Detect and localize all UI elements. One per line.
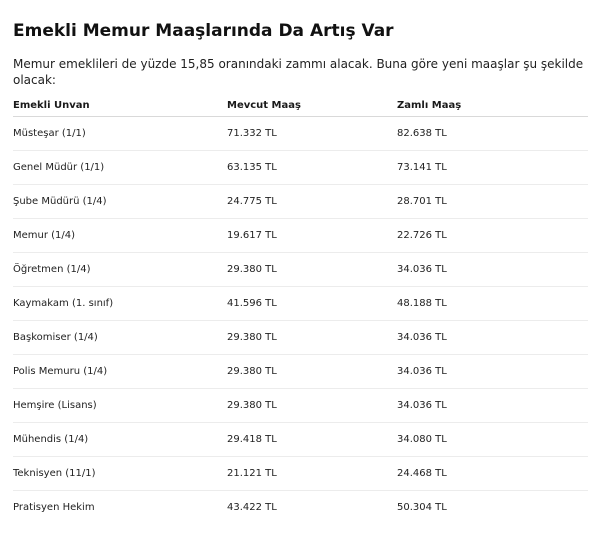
cell-raised-salary: 24.468 TL <box>397 457 588 491</box>
cell-title: Genel Müdür (1/1) <box>13 151 227 185</box>
page-title: Emekli Memur Maaşlarında Da Artış Var <box>13 21 394 41</box>
cell-current-salary: 43.422 TL <box>227 502 277 513</box>
cell-title: Başkomiser (1/4) <box>13 321 227 355</box>
table-row <box>13 423 588 457</box>
table-row <box>13 389 588 423</box>
cell-current-salary: 29.380 TL <box>227 355 397 389</box>
table-row <box>13 491 588 525</box>
column-header-raised-salary: Zamlı Maaş <box>397 94 588 117</box>
cell-raised-salary: 82.638 TL <box>397 117 588 151</box>
cell-raised-salary: 34.036 TL <box>397 253 588 287</box>
cell-current-salary: 29.418 TL <box>227 423 397 457</box>
cell-title: Öğretmen (1/4) <box>13 253 227 287</box>
cell-current-salary: 63.135 TL <box>227 151 397 185</box>
table-row <box>13 185 588 219</box>
cell-current-salary: 29.380 TL <box>227 321 397 355</box>
cell-current-salary: 29.380 TL <box>227 253 397 287</box>
table-row <box>13 151 588 185</box>
cell-current-salary: 21.121 TL <box>227 457 397 491</box>
salary-table <box>13 94 588 524</box>
cell-title: Pratisyen Hekim <box>13 502 95 513</box>
cell-current-salary: 41.596 TL <box>227 287 397 321</box>
table-row <box>13 117 588 151</box>
cell-raised-salary: 50.304 TL <box>397 502 447 513</box>
table-header-row <box>13 94 588 117</box>
column-header-current-salary: Mevcut Maaş <box>227 94 397 117</box>
cell-current-salary: 71.332 TL <box>227 117 397 151</box>
column-header-title: Emekli Unvan <box>13 94 227 117</box>
cell-title: Teknisyen (11/1) <box>13 457 227 491</box>
cell-raised-salary: 22.726 TL <box>397 219 588 253</box>
table-row <box>13 219 588 253</box>
cell-title: Kaymakam (1. sınıf) <box>13 287 227 321</box>
cell-current-salary: 19.617 TL <box>227 219 397 253</box>
table-row <box>13 287 588 321</box>
cell-raised-salary: 48.188 TL <box>397 287 588 321</box>
cell-raised-salary: 34.080 TL <box>397 423 588 457</box>
table-row <box>13 321 588 355</box>
cell-raised-salary: 34.036 TL <box>397 355 588 389</box>
table-row <box>13 355 588 389</box>
cell-title: Şube Müdürü (1/4) <box>13 185 227 219</box>
cell-title: Memur (1/4) <box>13 219 227 253</box>
article-intro: Memur emeklileri de yüzde 15,85 oranındaki zammı alacak. Buna göre yeni maaşlar şu şekilde olacak: <box>13 57 584 87</box>
cell-current-salary: 29.380 TL <box>227 389 397 423</box>
table-row <box>13 457 588 491</box>
cell-title: Hemşire (Lisans) <box>13 389 227 423</box>
cell-raised-salary: 34.036 TL <box>397 321 588 355</box>
cell-raised-salary: 34.036 TL <box>397 389 588 423</box>
cell-title: Mühendis (1/4) <box>13 423 227 457</box>
cell-raised-salary: 73.141 TL <box>397 151 588 185</box>
cell-current-salary: 24.775 TL <box>227 185 397 219</box>
cell-title: Polis Memuru (1/4) <box>13 355 227 389</box>
table-body <box>13 117 588 525</box>
cell-raised-salary: 28.701 TL <box>397 185 588 219</box>
cell-title: Müsteşar (1/1) <box>13 117 227 151</box>
table-row <box>13 253 588 287</box>
